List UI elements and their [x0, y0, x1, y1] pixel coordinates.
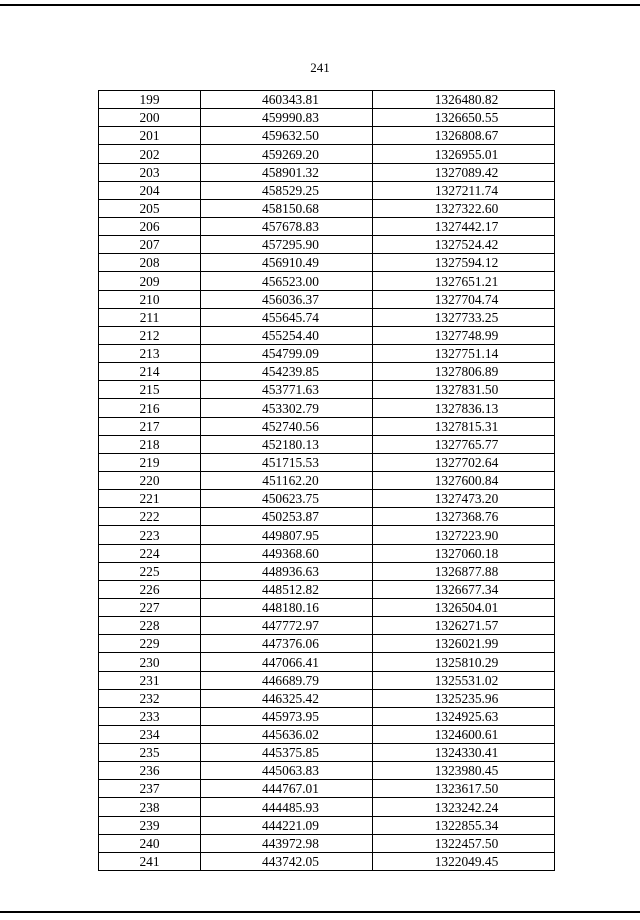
page-bottom-border — [0, 911, 640, 913]
point-number-cell: 236 — [99, 762, 201, 780]
point-number-cell: 234 — [99, 725, 201, 743]
x-coordinate-cell: 445063.83 — [201, 762, 373, 780]
y-coordinate-cell: 1327751.14 — [373, 344, 555, 362]
point-number-cell: 203 — [99, 163, 201, 181]
point-number-cell: 213 — [99, 344, 201, 362]
point-number-cell: 211 — [99, 308, 201, 326]
point-number-cell: 229 — [99, 635, 201, 653]
table-row — [99, 471, 555, 489]
x-coordinate-cell: 459269.20 — [201, 145, 373, 163]
x-coordinate-cell: 458901.32 — [201, 163, 373, 181]
x-coordinate-cell: 443972.98 — [201, 834, 373, 852]
y-coordinate-cell: 1323980.45 — [373, 762, 555, 780]
x-coordinate-cell: 451715.53 — [201, 453, 373, 471]
y-coordinate-cell: 1327473.20 — [373, 490, 555, 508]
x-coordinate-cell: 444767.01 — [201, 780, 373, 798]
x-coordinate-cell: 443742.05 — [201, 852, 373, 870]
table-row — [99, 254, 555, 272]
point-number-cell: 201 — [99, 127, 201, 145]
table-row — [99, 236, 555, 254]
y-coordinate-cell: 1326480.82 — [373, 91, 555, 109]
point-number-cell: 199 — [99, 91, 201, 109]
table-row — [99, 671, 555, 689]
y-coordinate-cell: 1327815.31 — [373, 417, 555, 435]
point-number-cell: 226 — [99, 580, 201, 598]
point-number-cell: 202 — [99, 145, 201, 163]
table-row — [99, 707, 555, 725]
y-coordinate-cell: 1327765.77 — [373, 435, 555, 453]
table-row — [99, 417, 555, 435]
y-coordinate-cell: 1327748.99 — [373, 326, 555, 344]
x-coordinate-cell: 446325.42 — [201, 689, 373, 707]
table-row — [99, 91, 555, 109]
table-row — [99, 453, 555, 471]
x-coordinate-cell: 449368.60 — [201, 544, 373, 562]
point-number-cell: 241 — [99, 852, 201, 870]
x-coordinate-cell: 459632.50 — [201, 127, 373, 145]
point-number-cell: 217 — [99, 417, 201, 435]
table-row — [99, 199, 555, 217]
table-row — [99, 109, 555, 127]
table-row — [99, 163, 555, 181]
table-row — [99, 653, 555, 671]
point-number-cell: 210 — [99, 290, 201, 308]
x-coordinate-cell: 457295.90 — [201, 236, 373, 254]
y-coordinate-cell: 1323242.24 — [373, 798, 555, 816]
x-coordinate-cell: 444485.93 — [201, 798, 373, 816]
table-row — [99, 508, 555, 526]
table-row — [99, 526, 555, 544]
point-number-cell: 239 — [99, 816, 201, 834]
y-coordinate-cell: 1327211.74 — [373, 181, 555, 199]
point-number-cell: 209 — [99, 272, 201, 290]
point-number-cell: 233 — [99, 707, 201, 725]
x-coordinate-cell: 448180.16 — [201, 598, 373, 616]
page-number: 241 — [310, 60, 330, 75]
page-top-border — [0, 4, 640, 6]
y-coordinate-cell: 1322049.45 — [373, 852, 555, 870]
y-coordinate-cell: 1327594.12 — [373, 254, 555, 272]
y-coordinate-cell: 1327524.42 — [373, 236, 555, 254]
point-number-cell: 224 — [99, 544, 201, 562]
x-coordinate-cell: 453771.63 — [201, 381, 373, 399]
point-number-cell: 225 — [99, 562, 201, 580]
table-row — [99, 127, 555, 145]
x-coordinate-cell: 458150.68 — [201, 199, 373, 217]
y-coordinate-cell: 1327836.13 — [373, 399, 555, 417]
y-coordinate-cell: 1323617.50 — [373, 780, 555, 798]
x-coordinate-cell: 447772.97 — [201, 617, 373, 635]
y-coordinate-cell: 1324925.63 — [373, 707, 555, 725]
point-number-cell: 212 — [99, 326, 201, 344]
y-coordinate-cell: 1326271.57 — [373, 617, 555, 635]
y-coordinate-cell: 1327733.25 — [373, 308, 555, 326]
table-row — [99, 181, 555, 199]
y-coordinate-cell: 1324600.61 — [373, 725, 555, 743]
y-coordinate-cell: 1325531.02 — [373, 671, 555, 689]
point-number-cell: 216 — [99, 399, 201, 417]
point-number-cell: 220 — [99, 471, 201, 489]
x-coordinate-cell: 452180.13 — [201, 435, 373, 453]
y-coordinate-cell: 1327322.60 — [373, 199, 555, 217]
y-coordinate-cell: 1327651.21 — [373, 272, 555, 290]
coordinate-table — [98, 90, 555, 871]
x-coordinate-cell: 449807.95 — [201, 526, 373, 544]
point-number-cell: 235 — [99, 744, 201, 762]
y-coordinate-cell: 1326955.01 — [373, 145, 555, 163]
y-coordinate-cell: 1324330.41 — [373, 744, 555, 762]
point-number-cell: 215 — [99, 381, 201, 399]
x-coordinate-cell: 450253.87 — [201, 508, 373, 526]
x-coordinate-cell: 456036.37 — [201, 290, 373, 308]
table-row — [99, 326, 555, 344]
table-row — [99, 544, 555, 562]
table-row — [99, 580, 555, 598]
x-coordinate-cell: 455254.40 — [201, 326, 373, 344]
y-coordinate-cell: 1327600.84 — [373, 471, 555, 489]
table-row — [99, 308, 555, 326]
x-coordinate-cell: 455645.74 — [201, 308, 373, 326]
y-coordinate-cell: 1325235.96 — [373, 689, 555, 707]
x-coordinate-cell: 456523.00 — [201, 272, 373, 290]
point-number-cell: 219 — [99, 453, 201, 471]
table-row — [99, 635, 555, 653]
point-number-cell: 207 — [99, 236, 201, 254]
y-coordinate-cell: 1322457.50 — [373, 834, 555, 852]
table-row — [99, 852, 555, 870]
table-row — [99, 834, 555, 852]
y-coordinate-cell: 1327442.17 — [373, 217, 555, 235]
point-number-cell: 227 — [99, 598, 201, 616]
table-row — [99, 399, 555, 417]
x-coordinate-cell: 448936.63 — [201, 562, 373, 580]
y-coordinate-cell: 1327060.18 — [373, 544, 555, 562]
y-coordinate-cell: 1327806.89 — [373, 363, 555, 381]
table-row — [99, 217, 555, 235]
y-coordinate-cell: 1326877.88 — [373, 562, 555, 580]
point-number-cell: 200 — [99, 109, 201, 127]
y-coordinate-cell: 1322855.34 — [373, 816, 555, 834]
y-coordinate-cell: 1326504.01 — [373, 598, 555, 616]
y-coordinate-cell: 1326021.99 — [373, 635, 555, 653]
point-number-cell: 228 — [99, 617, 201, 635]
y-coordinate-cell: 1327223.90 — [373, 526, 555, 544]
table-row — [99, 689, 555, 707]
point-number-cell: 222 — [99, 508, 201, 526]
x-coordinate-cell: 460343.81 — [201, 91, 373, 109]
point-number-cell: 218 — [99, 435, 201, 453]
table-row — [99, 344, 555, 362]
y-coordinate-cell: 1327704.74 — [373, 290, 555, 308]
x-coordinate-cell: 445375.85 — [201, 744, 373, 762]
x-coordinate-cell: 454799.09 — [201, 344, 373, 362]
x-coordinate-cell: 453302.79 — [201, 399, 373, 417]
x-coordinate-cell: 444221.09 — [201, 816, 373, 834]
x-coordinate-cell: 452740.56 — [201, 417, 373, 435]
y-coordinate-cell: 1327831.50 — [373, 381, 555, 399]
x-coordinate-cell: 447066.41 — [201, 653, 373, 671]
x-coordinate-cell: 445636.02 — [201, 725, 373, 743]
y-coordinate-cell: 1327368.76 — [373, 508, 555, 526]
x-coordinate-cell: 451162.20 — [201, 471, 373, 489]
x-coordinate-cell: 445973.95 — [201, 707, 373, 725]
y-coordinate-cell: 1325810.29 — [373, 653, 555, 671]
table-row — [99, 145, 555, 163]
y-coordinate-cell: 1326650.55 — [373, 109, 555, 127]
table-row — [99, 617, 555, 635]
table-row — [99, 798, 555, 816]
table-row — [99, 363, 555, 381]
table-row — [99, 490, 555, 508]
x-coordinate-cell: 450623.75 — [201, 490, 373, 508]
x-coordinate-cell: 446689.79 — [201, 671, 373, 689]
point-number-cell: 205 — [99, 199, 201, 217]
point-number-cell: 238 — [99, 798, 201, 816]
table-row — [99, 435, 555, 453]
point-number-cell: 214 — [99, 363, 201, 381]
point-number-cell: 240 — [99, 834, 201, 852]
x-coordinate-cell: 458529.25 — [201, 181, 373, 199]
table-row — [99, 725, 555, 743]
point-number-cell: 208 — [99, 254, 201, 272]
x-coordinate-cell: 454239.85 — [201, 363, 373, 381]
x-coordinate-cell: 448512.82 — [201, 580, 373, 598]
x-coordinate-cell: 459990.83 — [201, 109, 373, 127]
y-coordinate-cell: 1327702.64 — [373, 453, 555, 471]
table-row — [99, 598, 555, 616]
x-coordinate-cell: 456910.49 — [201, 254, 373, 272]
point-number-cell: 221 — [99, 490, 201, 508]
y-coordinate-cell: 1326677.34 — [373, 580, 555, 598]
table-row — [99, 762, 555, 780]
y-coordinate-cell: 1327089.42 — [373, 163, 555, 181]
table-row — [99, 381, 555, 399]
point-number-cell: 232 — [99, 689, 201, 707]
x-coordinate-cell: 457678.83 — [201, 217, 373, 235]
table-row — [99, 272, 555, 290]
table-row — [99, 562, 555, 580]
point-number-cell: 237 — [99, 780, 201, 798]
point-number-cell: 231 — [99, 671, 201, 689]
table-row — [99, 744, 555, 762]
point-number-cell: 206 — [99, 217, 201, 235]
point-number-cell: 223 — [99, 526, 201, 544]
y-coordinate-cell: 1326808.67 — [373, 127, 555, 145]
coordinate-table-body — [99, 91, 555, 871]
table-row — [99, 780, 555, 798]
table-row — [99, 816, 555, 834]
point-number-cell: 230 — [99, 653, 201, 671]
point-number-cell: 204 — [99, 181, 201, 199]
x-coordinate-cell: 447376.06 — [201, 635, 373, 653]
table-row — [99, 290, 555, 308]
